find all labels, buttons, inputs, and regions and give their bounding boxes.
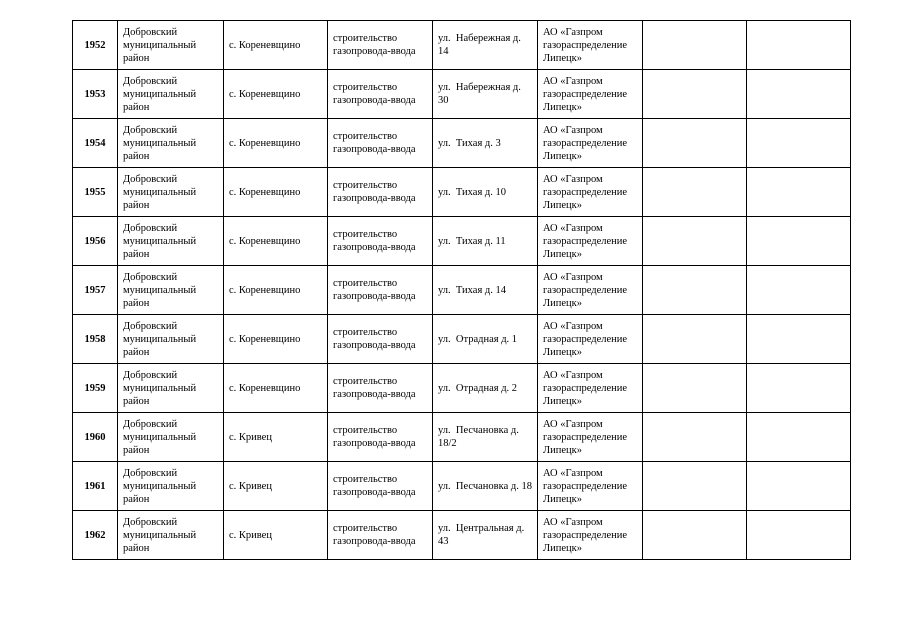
settlement-cell: [224, 21, 328, 70]
district-cell: [118, 413, 224, 462]
settlement-cell-text: с. Кореневщино: [229, 235, 301, 247]
table-row: [73, 168, 851, 217]
district-cell: [118, 217, 224, 266]
work-type-cell-text: строительство газопровода-ввода: [333, 229, 416, 253]
table-row: [73, 315, 851, 364]
address-cell-text: ул. Тихая д. 11: [438, 235, 506, 247]
settlement-cell: [224, 266, 328, 315]
row-number-cell-text: 1962: [84, 529, 106, 541]
settlement-cell-text: с. Кореневщино: [229, 382, 301, 394]
district-cell-text: Добровский муниципальный район: [123, 173, 197, 211]
address-cell: [433, 217, 538, 266]
address-cell: [433, 462, 538, 511]
settlement-cell: [224, 119, 328, 168]
district-cell-text: Добровский муниципальный район: [123, 75, 197, 113]
work-type-cell: [328, 511, 433, 560]
work-type-cell: [328, 70, 433, 119]
district-cell: [118, 266, 224, 315]
district-cell-text: Добровский муниципальный район: [123, 222, 197, 260]
empty-cell: [747, 462, 851, 511]
address-cell-text: ул. Тихая д. 10: [438, 186, 506, 198]
row-number-cell-text: 1960: [84, 431, 106, 443]
row-number-cell-text: 1958: [84, 333, 106, 345]
district-cell-text: Добровский муниципальный район: [123, 320, 197, 358]
empty-cell: [747, 21, 851, 70]
row-number-cell: [73, 511, 118, 560]
row-number-cell: [73, 119, 118, 168]
empty-cell: [643, 511, 747, 560]
empty-cell: [747, 413, 851, 462]
table-row: [73, 511, 851, 560]
district-cell: [118, 168, 224, 217]
registry-rows: [73, 21, 851, 560]
address-cell-text: ул. Тихая д. 14: [438, 284, 506, 296]
row-number-cell-text: 1955: [84, 186, 106, 198]
empty-cell: [747, 315, 851, 364]
address-cell: [433, 168, 538, 217]
empty-cell: [643, 413, 747, 462]
empty-cell: [643, 462, 747, 511]
work-type-cell-text: строительство газопровода-ввода: [333, 327, 416, 351]
row-number-cell: [73, 168, 118, 217]
work-type-cell-text: строительство газопровода-ввода: [333, 33, 416, 57]
organization-cell-text: АО «Газпром газораспределение Липецк»: [543, 173, 628, 211]
empty-cell: [747, 217, 851, 266]
organization-cell: [538, 70, 643, 119]
organization-cell-text: АО «Газпром газораспределение Липецк»: [543, 271, 628, 309]
settlement-cell: [224, 462, 328, 511]
empty-cell: [747, 119, 851, 168]
work-type-cell: [328, 168, 433, 217]
settlement-cell: [224, 168, 328, 217]
address-cell: [433, 21, 538, 70]
empty-cell: [747, 511, 851, 560]
organization-cell: [538, 462, 643, 511]
work-type-cell: [328, 364, 433, 413]
organization-cell-text: АО «Газпром газораспределение Липецк»: [543, 222, 628, 260]
organization-cell: [538, 511, 643, 560]
row-number-cell: [73, 21, 118, 70]
address-cell: [433, 266, 538, 315]
table-row: [73, 266, 851, 315]
settlement-cell-text: с. Кореневщино: [229, 186, 301, 198]
address-cell: [433, 364, 538, 413]
district-cell: [118, 21, 224, 70]
empty-cell: [643, 217, 747, 266]
work-type-cell: [328, 217, 433, 266]
work-type-cell: [328, 266, 433, 315]
address-cell-text: ул. Набережная д. 14: [438, 33, 524, 57]
table-row: [73, 413, 851, 462]
row-number-cell-text: 1959: [84, 382, 106, 394]
district-cell: [118, 364, 224, 413]
row-number-cell: [73, 413, 118, 462]
work-type-cell-text: строительство газопровода-ввода: [333, 425, 416, 449]
work-type-cell-text: строительство газопровода-ввода: [333, 523, 416, 547]
registry-table: [72, 20, 851, 560]
district-cell-text: Добровский муниципальный район: [123, 418, 197, 456]
row-number-cell-text: 1954: [84, 137, 106, 149]
row-number-cell-text: 1956: [84, 235, 106, 247]
row-number-cell: [73, 462, 118, 511]
work-type-cell: [328, 21, 433, 70]
district-cell: [118, 119, 224, 168]
address-cell-text: ул. Песчановка д. 18: [438, 480, 532, 492]
row-number-cell-text: 1957: [84, 284, 106, 296]
settlement-cell-text: с. Кореневщино: [229, 333, 301, 345]
row-number-cell: [73, 70, 118, 119]
district-cell-text: Добровский муниципальный район: [123, 369, 197, 407]
address-cell-text: ул. Набережная д. 30: [438, 82, 524, 106]
organization-cell: [538, 315, 643, 364]
organization-cell: [538, 217, 643, 266]
row-number-cell-text: 1953: [84, 88, 106, 100]
empty-cell: [747, 266, 851, 315]
work-type-cell-text: строительство газопровода-ввода: [333, 180, 416, 204]
district-cell-text: Добровский муниципальный район: [123, 26, 197, 64]
organization-cell-text: АО «Газпром газораспределение Липецк»: [543, 418, 628, 456]
organization-cell: [538, 364, 643, 413]
address-cell: [433, 70, 538, 119]
work-type-cell: [328, 413, 433, 462]
organization-cell: [538, 168, 643, 217]
row-number-cell: [73, 217, 118, 266]
organization-cell-text: АО «Газпром газораспределение Липецк»: [543, 516, 628, 554]
district-cell-text: Добровский муниципальный район: [123, 124, 197, 162]
work-type-cell-text: строительство газопровода-ввода: [333, 474, 416, 498]
row-number-cell: [73, 364, 118, 413]
table-row: [73, 364, 851, 413]
address-cell-text: ул. Песчановка д. 18/2: [438, 425, 522, 449]
table-row: [73, 21, 851, 70]
work-type-cell: [328, 462, 433, 511]
settlement-cell: [224, 364, 328, 413]
work-type-cell-text: строительство газопровода-ввода: [333, 376, 416, 400]
work-type-cell-text: строительство газопровода-ввода: [333, 82, 416, 106]
empty-cell: [643, 315, 747, 364]
empty-cell: [643, 21, 747, 70]
district-cell: [118, 70, 224, 119]
empty-cell: [747, 364, 851, 413]
settlement-cell-text: с. Кореневщино: [229, 39, 301, 51]
address-cell-text: ул. Центральная д. 43: [438, 523, 527, 547]
organization-cell-text: АО «Газпром газораспределение Липецк»: [543, 320, 628, 358]
organization-cell: [538, 119, 643, 168]
organization-cell-text: АО «Газпром газораспределение Липецк»: [543, 75, 628, 113]
organization-cell-text: АО «Газпром газораспределение Липецк»: [543, 26, 628, 64]
settlement-cell-text: с. Кривец: [229, 529, 272, 541]
row-number-cell: [73, 315, 118, 364]
table-row: [73, 217, 851, 266]
work-type-cell: [328, 119, 433, 168]
work-type-cell: [328, 315, 433, 364]
empty-cell: [643, 70, 747, 119]
district-cell-text: Добровский муниципальный район: [123, 467, 197, 505]
empty-cell: [643, 266, 747, 315]
district-cell: [118, 315, 224, 364]
district-cell: [118, 511, 224, 560]
empty-cell: [643, 168, 747, 217]
table-row: [73, 462, 851, 511]
empty-cell: [643, 364, 747, 413]
address-cell-text: ул. Тихая д. 3: [438, 137, 501, 149]
row-number-cell: [73, 266, 118, 315]
settlement-cell-text: с. Кореневщино: [229, 284, 301, 296]
address-cell-text: ул. Отрадная д. 1: [438, 333, 518, 345]
address-cell: [433, 511, 538, 560]
row-number-cell-text: 1952: [84, 39, 106, 51]
settlement-cell: [224, 217, 328, 266]
organization-cell: [538, 266, 643, 315]
table-row: [73, 70, 851, 119]
address-cell: [433, 315, 538, 364]
settlement-cell-text: с. Кореневщино: [229, 88, 301, 100]
district-cell-text: Добровский муниципальный район: [123, 516, 197, 554]
district-cell-text: Добровский муниципальный район: [123, 271, 197, 309]
settlement-cell-text: с. Кривец: [229, 431, 272, 443]
settlement-cell: [224, 511, 328, 560]
address-cell-text: ул. Отрадная д. 2: [438, 382, 518, 394]
district-cell: [118, 462, 224, 511]
settlement-cell-text: с. Кривец: [229, 480, 272, 492]
organization-cell: [538, 21, 643, 70]
work-type-cell-text: строительство газопровода-ввода: [333, 131, 416, 155]
organization-cell-text: АО «Газпром газораспределение Липецк»: [543, 124, 628, 162]
settlement-cell: [224, 413, 328, 462]
address-cell: [433, 119, 538, 168]
empty-cell: [747, 168, 851, 217]
settlement-cell: [224, 70, 328, 119]
address-cell: [433, 413, 538, 462]
work-type-cell-text: строительство газопровода-ввода: [333, 278, 416, 302]
empty-cell: [643, 119, 747, 168]
row-number-cell-text: 1961: [84, 480, 106, 492]
empty-cell: [747, 70, 851, 119]
settlement-cell: [224, 315, 328, 364]
organization-cell-text: АО «Газпром газораспределение Липецк»: [543, 369, 628, 407]
settlement-cell-text: с. Кореневщино: [229, 137, 301, 149]
table-row: [73, 119, 851, 168]
organization-cell: [538, 413, 643, 462]
organization-cell-text: АО «Газпром газораспределение Липецк»: [543, 467, 628, 505]
